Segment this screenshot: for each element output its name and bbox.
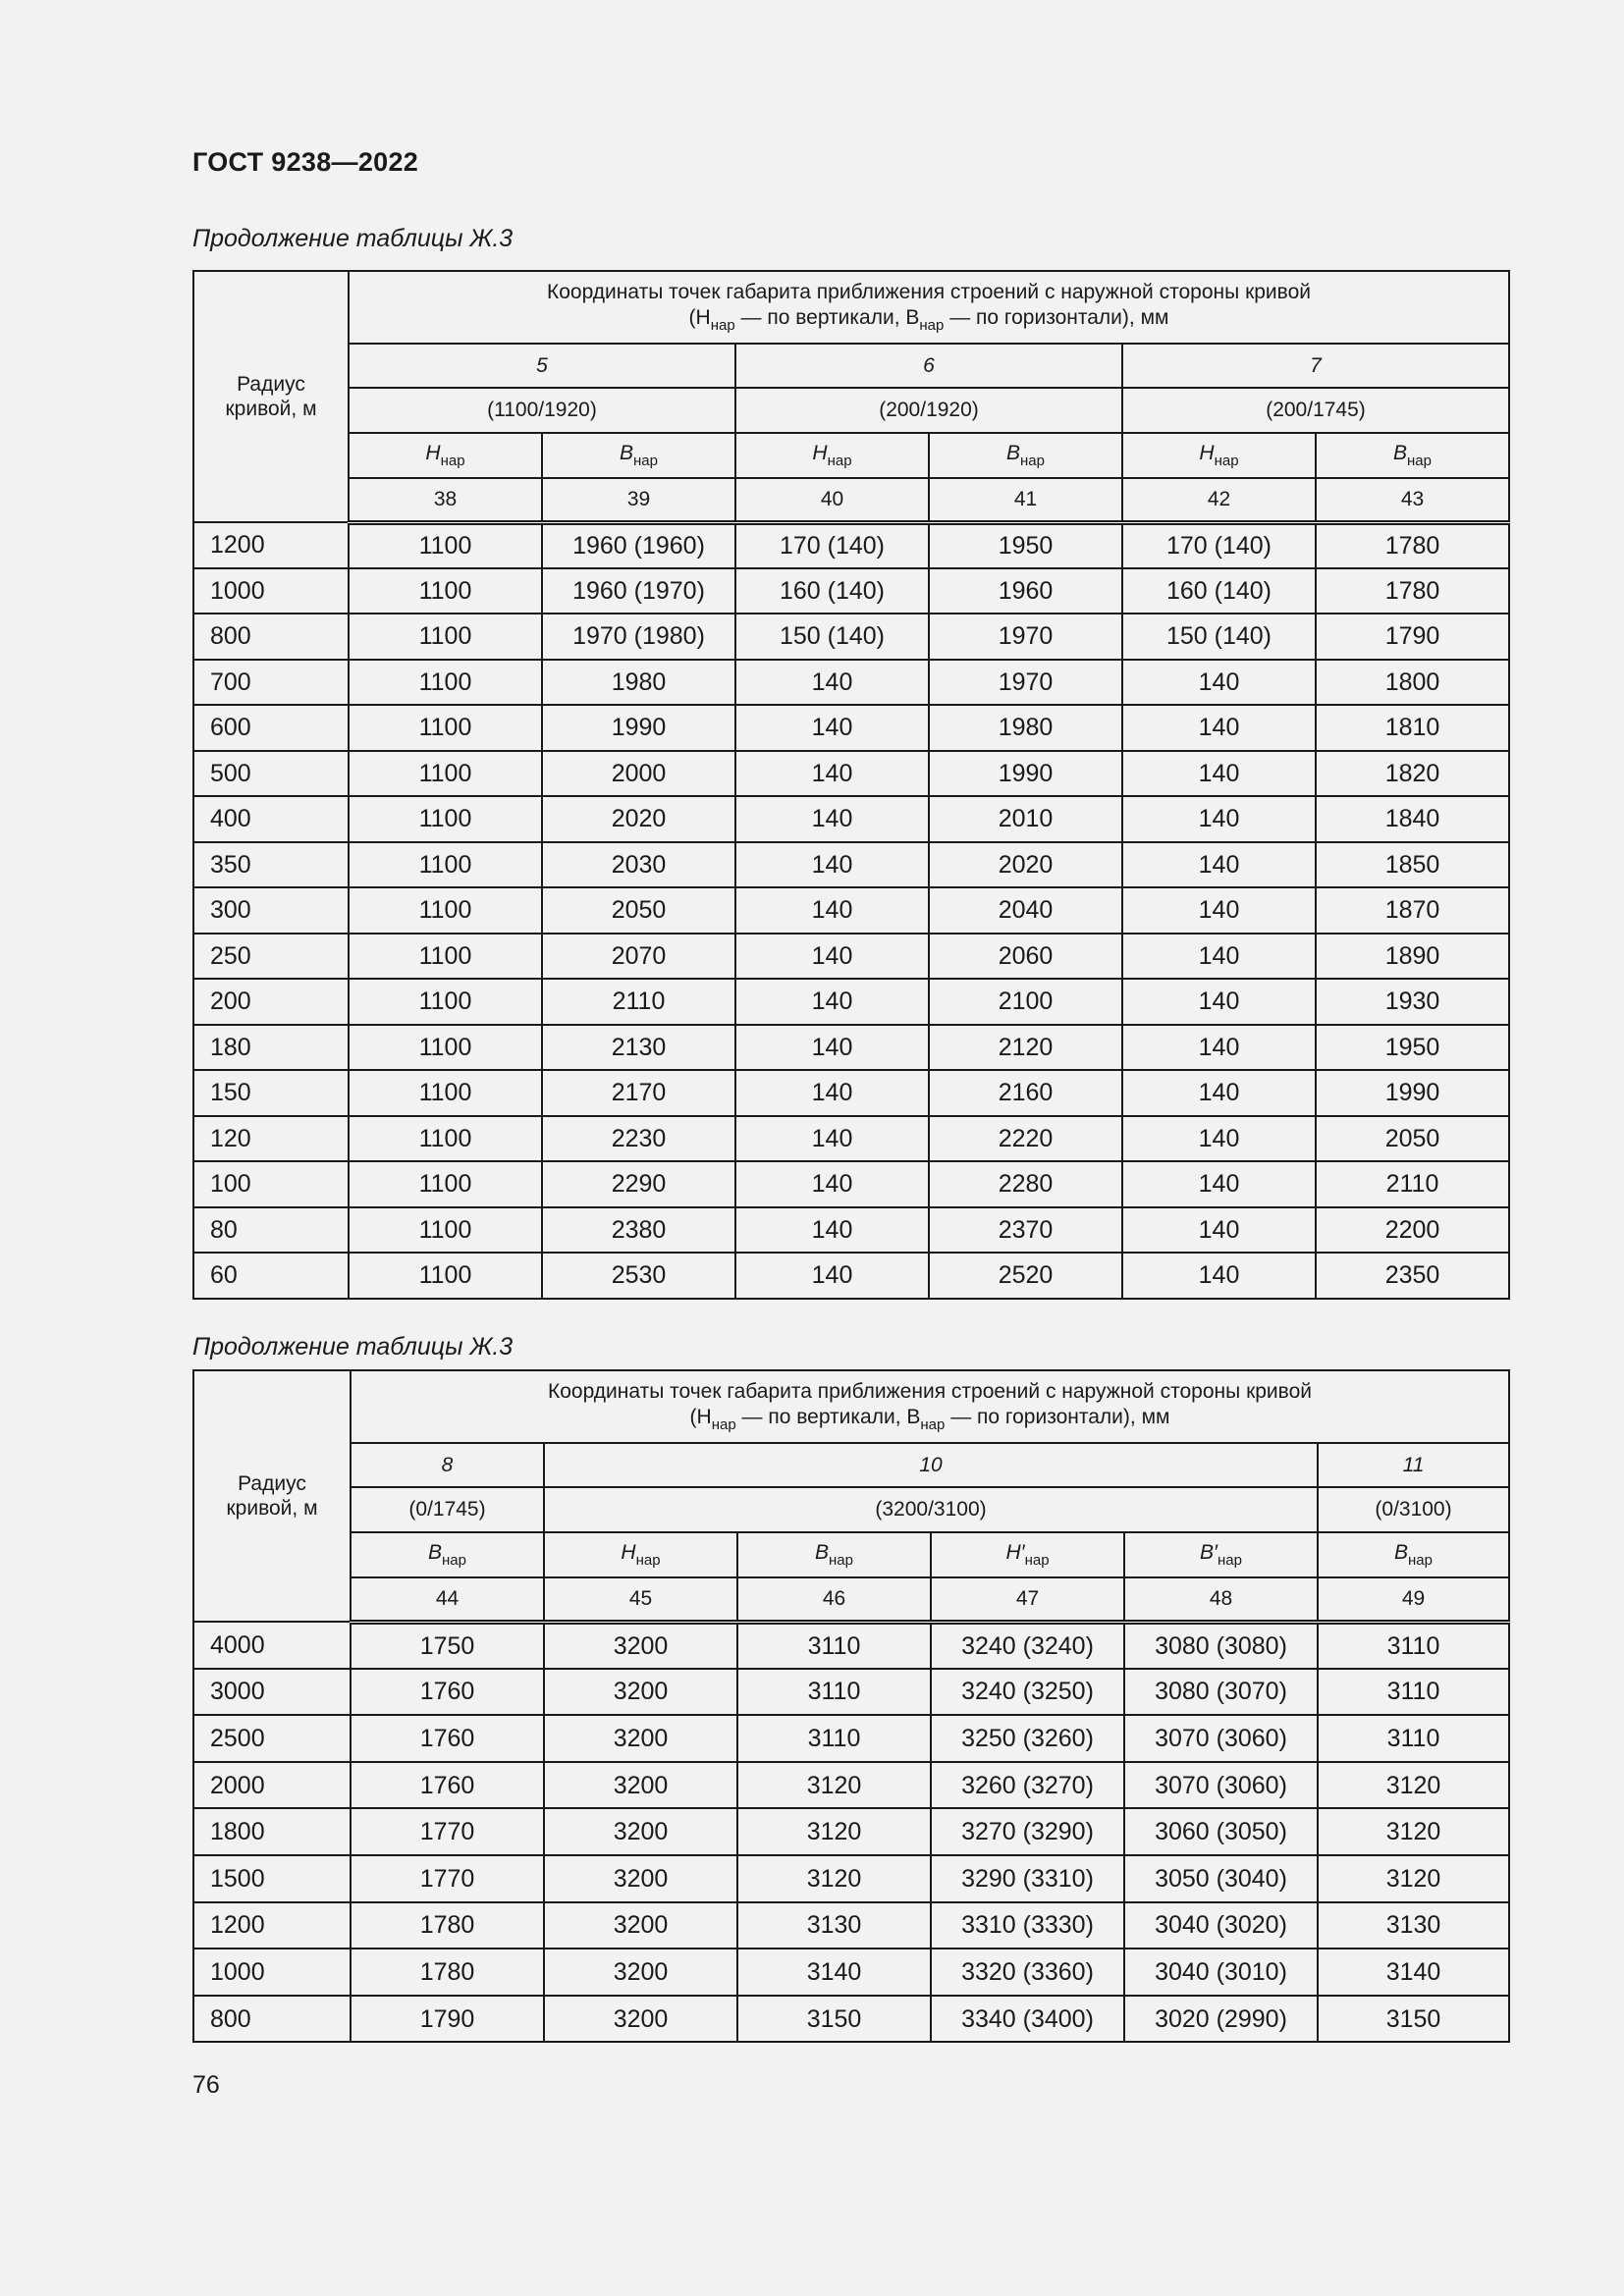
value-cell: 1980: [542, 660, 735, 706]
value-cell: 140: [1122, 1253, 1316, 1299]
table-row: [193, 1669, 1509, 1716]
value-cell: 2130: [542, 1025, 735, 1071]
table-row: [193, 705, 1509, 751]
value-cell: 140: [1122, 979, 1316, 1025]
value-cell: 3340 (3400): [931, 1996, 1124, 2043]
value-cell: 3150: [1318, 1996, 1509, 2043]
table-row: [193, 1161, 1509, 1207]
value-cell: 1100: [349, 705, 542, 751]
value-cell: 3260 (3270): [931, 1762, 1124, 1809]
column-number: 46: [737, 1577, 931, 1622]
coords-header-line1: Координаты точек габарита приближения строений с наружной стороны кривой: [547, 281, 1311, 304]
value-cell: 3240 (3250): [931, 1669, 1124, 1716]
value-cell: 1930: [1316, 979, 1509, 1025]
value-cell: 1780: [351, 1949, 544, 1996]
symbol-header: $H_{нар}$: [349, 433, 542, 478]
table-row: [193, 1762, 1509, 1809]
radius-cell: 500: [193, 751, 349, 797]
radius-cell: 200: [193, 979, 349, 1025]
value-cell: 140: [735, 1116, 929, 1162]
value-cell: 1100: [349, 1025, 542, 1071]
radius-cell: 1000: [193, 1949, 351, 1996]
value-cell: 170 (140): [1122, 522, 1316, 568]
value-cell: 140: [735, 1253, 929, 1299]
table-row: [193, 568, 1509, 614]
value-cell: 1100: [349, 751, 542, 797]
value-cell: 3050 (3040): [1124, 1855, 1318, 1902]
column-number: 40: [735, 478, 929, 522]
column-number: 38: [349, 478, 542, 522]
value-cell: 1960: [929, 568, 1122, 614]
value-cell: 2170: [542, 1070, 735, 1116]
value-cell: 1800: [1316, 660, 1509, 706]
value-cell: 3200: [544, 1902, 737, 1949]
value-cell: 2020: [929, 842, 1122, 888]
value-cell: 2060: [929, 934, 1122, 980]
value-cell: 1810: [1316, 705, 1509, 751]
table-row: [193, 1949, 1509, 1996]
value-cell: 1100: [349, 522, 542, 568]
value-cell: 2200: [1316, 1207, 1509, 1254]
table-row: [193, 1025, 1509, 1071]
value-cell: 1990: [542, 705, 735, 751]
column-number: 43: [1316, 478, 1509, 522]
value-cell: 1970 (1980): [542, 614, 735, 660]
column-number: 47: [931, 1577, 1124, 1622]
table-row: [193, 1855, 1509, 1902]
value-cell: 3120: [737, 1855, 931, 1902]
value-cell: 1100: [349, 887, 542, 934]
value-cell: 3130: [737, 1902, 931, 1949]
symbol-header: $B_{нар}$: [1318, 1532, 1509, 1577]
value-cell: 1790: [351, 1996, 544, 2043]
value-cell: 150 (140): [1122, 614, 1316, 660]
table-row: [193, 614, 1509, 660]
value-cell: 2050: [542, 887, 735, 934]
point-number: 5: [349, 344, 735, 388]
table-row: [193, 1622, 1509, 1669]
table-row: [193, 1902, 1509, 1949]
value-cell: 1970: [929, 614, 1122, 660]
value-cell: 3120: [1318, 1855, 1509, 1902]
value-cell: 3140: [1318, 1949, 1509, 1996]
value-cell: 2110: [542, 979, 735, 1025]
value-cell: 1100: [349, 934, 542, 980]
value-cell: 3110: [737, 1622, 931, 1669]
value-cell: 3110: [1318, 1669, 1509, 1716]
radius-cell: 120: [193, 1116, 349, 1162]
value-cell: 1980: [929, 705, 1122, 751]
value-cell: 3290 (3310): [931, 1855, 1124, 1902]
coords-header-line2: ($H_{нар}$ — по вертикали, $B_{нар}$ — по горизонтали), мм: [689, 1405, 1170, 1433]
value-cell: 140: [1122, 1070, 1316, 1116]
radius-cell: 1500: [193, 1855, 351, 1902]
value-cell: 2280: [929, 1161, 1122, 1207]
value-cell: 3250 (3260): [931, 1715, 1124, 1762]
point-number: 6: [735, 344, 1122, 388]
value-cell: 2100: [929, 979, 1122, 1025]
value-cell: 3110: [1318, 1715, 1509, 1762]
value-cell: 1760: [351, 1762, 544, 1809]
value-cell: 1890: [1316, 934, 1509, 980]
radius-cell: 350: [193, 842, 349, 888]
table-row: [193, 979, 1509, 1025]
table-row: [193, 660, 1509, 706]
radius-header: Радиус кривой, м: [193, 1370, 351, 1622]
point-number: 11: [1318, 1443, 1509, 1487]
value-cell: 140: [735, 979, 929, 1025]
value-cell: 3200: [544, 1855, 737, 1902]
radius-cell: 1200: [193, 522, 349, 568]
value-cell: 2350: [1316, 1253, 1509, 1299]
value-cell: 140: [1122, 1025, 1316, 1071]
value-cell: 3200: [544, 1996, 737, 2043]
value-cell: 3120: [1318, 1762, 1509, 1809]
value-cell: 3120: [737, 1808, 931, 1855]
value-cell: 150 (140): [735, 614, 929, 660]
value-cell: 3200: [544, 1622, 737, 1669]
value-cell: 140: [735, 1025, 929, 1071]
value-cell: 170 (140): [735, 522, 929, 568]
table-row: [193, 796, 1509, 842]
radius-cell: 400: [193, 796, 349, 842]
value-cell: 140: [735, 660, 929, 706]
value-cell: 1950: [1316, 1025, 1509, 1071]
table-row: [193, 934, 1509, 980]
value-cell: 3310 (3330): [931, 1902, 1124, 1949]
value-cell: 3200: [544, 1808, 737, 1855]
value-cell: 1870: [1316, 887, 1509, 934]
value-cell: 1960 (1970): [542, 568, 735, 614]
column-number: 48: [1124, 1577, 1318, 1622]
symbol-header: $H_{нар}$: [1122, 433, 1316, 478]
value-cell: 2380: [542, 1207, 735, 1254]
value-cell: 140: [735, 887, 929, 934]
table-row: [193, 887, 1509, 934]
value-cell: 3240 (3240): [931, 1622, 1124, 1669]
table2-caption: Продолжение таблицы Ж.3: [192, 1333, 514, 1361]
symbol-header: $H'_{нар}$: [931, 1532, 1124, 1577]
radius-cell: 150: [193, 1070, 349, 1116]
value-cell: 2010: [929, 796, 1122, 842]
table-row: [193, 522, 1509, 568]
table1: [192, 270, 1510, 1300]
symbol-header: $B_{нар}$: [737, 1532, 931, 1577]
value-cell: 2290: [542, 1161, 735, 1207]
value-cell: 3110: [1318, 1622, 1509, 1669]
radius-cell: 3000: [193, 1669, 351, 1716]
value-cell: 140: [1122, 887, 1316, 934]
value-cell: 2220: [929, 1116, 1122, 1162]
coords-header: [349, 271, 1509, 344]
value-cell: 1780: [1316, 522, 1509, 568]
value-cell: 1990: [929, 751, 1122, 797]
table1-caption: Продолжение таблицы Ж.3: [192, 225, 514, 252]
table-row: [193, 1116, 1509, 1162]
radius-cell: 800: [193, 1996, 351, 2043]
value-cell: 1820: [1316, 751, 1509, 797]
value-cell: 140: [735, 842, 929, 888]
value-cell: 140: [1122, 842, 1316, 888]
value-cell: 1840: [1316, 796, 1509, 842]
coords-header: [351, 1370, 1509, 1443]
value-cell: 140: [735, 934, 929, 980]
value-cell: 140: [1122, 1116, 1316, 1162]
table-row: [193, 1070, 1509, 1116]
value-cell: 3110: [737, 1669, 931, 1716]
value-cell: 1100: [349, 1161, 542, 1207]
value-cell: 3200: [544, 1669, 737, 1716]
value-cell: 3130: [1318, 1902, 1509, 1949]
document-id: ГОСТ 9238—2022: [192, 147, 419, 177]
table-row: [193, 1715, 1509, 1762]
point-number: 8: [351, 1443, 544, 1487]
value-cell: 140: [1122, 1161, 1316, 1207]
value-cell: 3320 (3360): [931, 1949, 1124, 1996]
value-cell: 3110: [737, 1715, 931, 1762]
value-cell: 1770: [351, 1855, 544, 1902]
value-cell: 3080 (3080): [1124, 1622, 1318, 1669]
value-cell: 3140: [737, 1949, 931, 1996]
value-cell: 3200: [544, 1762, 737, 1809]
radius-cell: 80: [193, 1207, 349, 1254]
radius-cell: 700: [193, 660, 349, 706]
value-cell: 3040 (3010): [1124, 1949, 1318, 1996]
value-cell: 1100: [349, 1207, 542, 1254]
value-cell: 3040 (3020): [1124, 1902, 1318, 1949]
value-cell: 1780: [351, 1902, 544, 1949]
point-coords: (200/1745): [1122, 388, 1509, 433]
value-cell: 1100: [349, 614, 542, 660]
table-row: [193, 751, 1509, 797]
value-cell: 3200: [544, 1715, 737, 1762]
value-cell: 3270 (3290): [931, 1808, 1124, 1855]
symbol-header: $H_{нар}$: [735, 433, 929, 478]
radius-cell: 1800: [193, 1808, 351, 1855]
value-cell: 3150: [737, 1996, 931, 2043]
value-cell: 140: [1122, 705, 1316, 751]
value-cell: 2000: [542, 751, 735, 797]
value-cell: 140: [735, 1070, 929, 1116]
value-cell: 2370: [929, 1207, 1122, 1254]
value-cell: 160 (140): [735, 568, 929, 614]
value-cell: 1780: [1316, 568, 1509, 614]
value-cell: 1100: [349, 1070, 542, 1116]
value-cell: 1750: [351, 1622, 544, 1669]
value-cell: 2020: [542, 796, 735, 842]
value-cell: 2530: [542, 1253, 735, 1299]
value-cell: 1760: [351, 1715, 544, 1762]
value-cell: 1970: [929, 660, 1122, 706]
value-cell: 2050: [1316, 1116, 1509, 1162]
point-coords: (200/1920): [735, 388, 1122, 433]
point-coords: (1100/1920): [349, 388, 735, 433]
value-cell: 2040: [929, 887, 1122, 934]
value-cell: 1100: [349, 796, 542, 842]
radius-cell: 2000: [193, 1762, 351, 1809]
value-cell: 1100: [349, 568, 542, 614]
table-row: [193, 1207, 1509, 1254]
value-cell: 2070: [542, 934, 735, 980]
value-cell: 3120: [1318, 1808, 1509, 1855]
point-coords: (0/3100): [1318, 1487, 1509, 1532]
radius-header: Радиус кривой, м: [193, 271, 349, 522]
point-coords: (0/1745): [351, 1487, 544, 1532]
value-cell: 1100: [349, 660, 542, 706]
table2: [192, 1369, 1510, 2043]
symbol-header: $B_{нар}$: [929, 433, 1122, 478]
value-cell: 1960 (1960): [542, 522, 735, 568]
value-cell: 2160: [929, 1070, 1122, 1116]
symbol-header: $B_{нар}$: [1316, 433, 1509, 478]
value-cell: 1100: [349, 1253, 542, 1299]
coords-header-line2: ($H_{нар}$ — по вертикали, $B_{нар}$ — по горизонтали), мм: [688, 305, 1169, 334]
value-cell: 3020 (2990): [1124, 1996, 1318, 2043]
value-cell: 2230: [542, 1116, 735, 1162]
value-cell: 1850: [1316, 842, 1509, 888]
value-cell: 2120: [929, 1025, 1122, 1071]
coords-header-line1: Координаты точек габарита приближения строений с наружной стороны кривой: [548, 1380, 1312, 1404]
value-cell: 3080 (3070): [1124, 1669, 1318, 1716]
value-cell: 140: [735, 1207, 929, 1254]
value-cell: 140: [1122, 796, 1316, 842]
value-cell: 1950: [929, 522, 1122, 568]
value-cell: 140: [735, 1161, 929, 1207]
value-cell: 3070 (3060): [1124, 1762, 1318, 1809]
point-coords: (3200/3100): [544, 1487, 1318, 1532]
column-number: 45: [544, 1577, 737, 1622]
value-cell: 2520: [929, 1253, 1122, 1299]
radius-cell: 60: [193, 1253, 349, 1299]
radius-cell: 300: [193, 887, 349, 934]
radius-cell: 2500: [193, 1715, 351, 1762]
column-number: 41: [929, 478, 1122, 522]
radius-cell: 800: [193, 614, 349, 660]
radius-cell: 180: [193, 1025, 349, 1071]
value-cell: 140: [1122, 1207, 1316, 1254]
value-cell: 140: [1122, 751, 1316, 797]
column-number: 44: [351, 1577, 544, 1622]
value-cell: 3200: [544, 1949, 737, 1996]
column-number: 42: [1122, 478, 1316, 522]
symbol-header: $B'_{нар}$: [1124, 1532, 1318, 1577]
radius-cell: 1200: [193, 1902, 351, 1949]
value-cell: 1770: [351, 1808, 544, 1855]
value-cell: 140: [735, 751, 929, 797]
value-cell: 2030: [542, 842, 735, 888]
value-cell: 1100: [349, 979, 542, 1025]
radius-cell: 250: [193, 934, 349, 980]
column-number: 49: [1318, 1577, 1509, 1622]
page-number: 76: [192, 2071, 220, 2099]
table-row: [193, 842, 1509, 888]
table-row: [193, 1996, 1509, 2043]
symbol-header: $B_{нар}$: [542, 433, 735, 478]
column-number: 39: [542, 478, 735, 522]
value-cell: 2110: [1316, 1161, 1509, 1207]
value-cell: 1760: [351, 1669, 544, 1716]
value-cell: 1990: [1316, 1070, 1509, 1116]
value-cell: 140: [1122, 934, 1316, 980]
value-cell: 1100: [349, 1116, 542, 1162]
radius-cell: 4000: [193, 1622, 351, 1669]
value-cell: 1790: [1316, 614, 1509, 660]
symbol-header: $H_{нар}$: [544, 1532, 737, 1577]
point-number: 7: [1122, 344, 1509, 388]
value-cell: 3120: [737, 1762, 931, 1809]
value-cell: 1100: [349, 842, 542, 888]
table-row: [193, 1253, 1509, 1299]
value-cell: 140: [735, 705, 929, 751]
value-cell: 160 (140): [1122, 568, 1316, 614]
radius-cell: 1000: [193, 568, 349, 614]
symbol-header: $B_{нар}$: [351, 1532, 544, 1577]
value-cell: 3060 (3050): [1124, 1808, 1318, 1855]
table-row: [193, 1808, 1509, 1855]
radius-cell: 600: [193, 705, 349, 751]
value-cell: 140: [735, 796, 929, 842]
value-cell: 3070 (3060): [1124, 1715, 1318, 1762]
value-cell: 140: [1122, 660, 1316, 706]
point-number: 10: [544, 1443, 1318, 1487]
radius-cell: 100: [193, 1161, 349, 1207]
